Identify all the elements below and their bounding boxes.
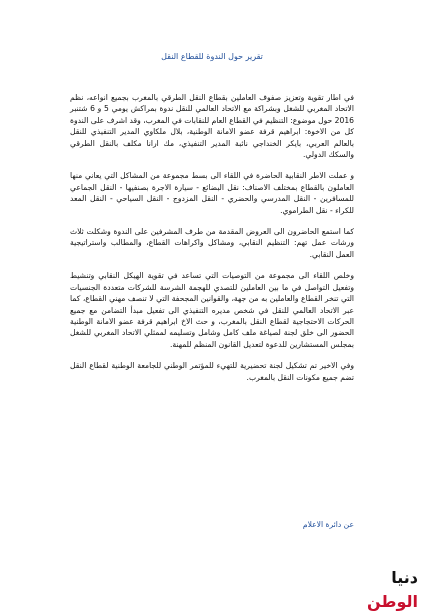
watermark-word-2: الوطن bbox=[367, 592, 418, 611]
paragraph-problems: و عملت الاطر النقابية الحاضرة في اللقاء الى بسط مجموعة من المشاكل التي يعاني منها العاملون بالقطاع بمختلف الاصناف: نقل البضائع - سيارة الاجرة بصنفيها - النقل الجماعي للمسافرين - النقل المدرسي والحضري - النقل المزدوج - النقل السياحي - النقل المعد للكراء - نقل الطراموي. bbox=[70, 171, 354, 215]
document-body bbox=[70, 92, 354, 393]
watermark-word-1: دنيا bbox=[391, 568, 418, 587]
document-title: تقرير حول الندوة للقطاع النقل bbox=[161, 52, 263, 61]
paragraph-recommendations: وخلص اللقاء الى مجموعة من التوصيات التي تساعد في تقوية الهيكل النقابي وتنشيط وتفعيل التواصل في ما بين العاملين للتصدي للهجمة الشرسة للشركات متعددة الجنسيات التي تنخر القطاع والعاملين به من جهة، والقوانين المجحفة التي لا تنصف مهني القطاع، كما عبر الاتحاد العالمي للنقل في شخص مديره التنفيذي الى تفعيل مبدأ التضامن مع جميع الحركات الاحتجاجية لقطاع النقل بالمغرب، و حث الاخ ابراهيم قرفة عضو الامانة الوطنية الحضور الى خلق لجنة لصياغة ملف كامل وشامل وتسليمه لممثلي الاتحاد المغربي للشغل بمجلس المستشارين للدعوة لتعديل القانون المنظم للمهنة. bbox=[70, 271, 354, 349]
paragraph-workshops: كما استمع الحاضرون الى العروض المقدمة من طرف المشرفين على الندوة وشكلت ثلاث ورشات عمل تهم: التنظيم النقابي، ومشاكل واكراهات القطاع، والمطالب واستراتيجية العمل النقابي. bbox=[70, 227, 354, 259]
paragraph-conclusion: وفي الاخير تم تشكيل لجنة تحضيرية للتهيء للمؤتمر الوطني للجامعة الوطنية لقطاع النقل تضم جميع مكونات النقل بالمغرب. bbox=[70, 361, 354, 382]
paragraph-intro: في اطار تقوية وتعزيز صفوف العاملين بقطاع النقل الطرقي بالمغرب بجميع انواعه، نظم الاتحاد المغربي للشغل وبشراكة مع الاتحاد العالمي للنقل ندوة بمراكش يومي 5 و 6 شتنبر 2016 حول موضوع: التنظيم في القطاع العام للنقابات في المغرب، وقد اشرف على الندوة كل من الاخوة: ابراهيم قرفة عضو الامانة الوطنية، بلال ملكاوي المدير التنفيذي للنقل بالعالم العربي، بايكر الخنداجي نائبة المدير التنفيذي، مك ارانا مكلف بالنقل الطرقي والسكك الدولي. bbox=[70, 93, 354, 160]
watermark-logo bbox=[338, 566, 418, 611]
signature: عن دائرة الاعلام bbox=[302, 520, 354, 529]
